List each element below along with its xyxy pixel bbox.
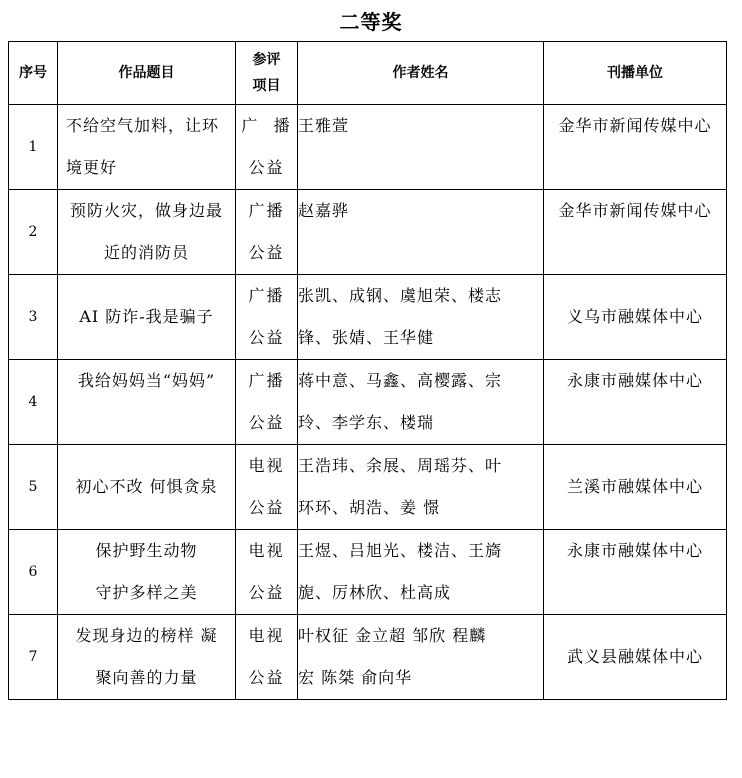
row-no: 3 (9, 275, 58, 360)
unit: 永康市融媒体中心 (544, 360, 727, 445)
work-title-line: 预防火灾，做身边最 (69, 201, 223, 220)
unit: 金华市新闻传媒中心 (544, 190, 727, 275)
table-row (9, 530, 727, 615)
work-title (58, 445, 236, 530)
authors-line: 叶权征 金立超 邹欣 程麟 (298, 626, 487, 645)
header-category (236, 42, 298, 105)
table-row (9, 105, 727, 190)
category-line: 广播 (248, 201, 285, 220)
work-title-line: 保护野生动物 (95, 541, 198, 560)
authors-line: 赵嘉骅 (298, 201, 350, 220)
work-title-line: 不给空气加料，让环 (66, 116, 220, 135)
header-work-title: 作品题目 (58, 42, 236, 105)
table-row (9, 360, 727, 445)
authors (298, 530, 544, 615)
authors (298, 615, 544, 700)
authors-line: 环环、胡浩、姜 憬 (298, 498, 441, 517)
table-header-row (9, 42, 727, 105)
category-line: 电视 (248, 456, 285, 475)
row-no: 1 (9, 105, 58, 190)
table-row (9, 615, 727, 700)
header-category-line: 参评 (252, 52, 281, 68)
authors-line: 张凯、成钢、虞旭荣、楼志 (298, 286, 503, 305)
category (236, 105, 298, 190)
category-line: 广播 (248, 371, 285, 390)
work-title (58, 105, 236, 190)
category-line: 广 播 (241, 116, 292, 135)
row-no: 2 (9, 190, 58, 275)
unit: 永康市融媒体中心 (544, 530, 727, 615)
category-line: 公益 (248, 668, 285, 687)
work-title-line: 初心不改 何惧贪泉 (75, 477, 218, 496)
work-title-line: AI 防诈-我是骗子 (79, 307, 214, 326)
header-authors: 作者姓名 (298, 42, 544, 105)
work-title (58, 275, 236, 360)
category (236, 360, 298, 445)
category-line: 公益 (248, 413, 285, 432)
category (236, 275, 298, 360)
category-line: 广播 (248, 286, 285, 305)
authors-line: 锋、张婧、王华健 (298, 328, 435, 347)
header-category-line: 项目 (252, 78, 281, 94)
work-title-line: 近的消防员 (103, 243, 189, 262)
award-table (8, 41, 727, 700)
category-line: 公益 (248, 158, 285, 177)
category (236, 190, 298, 275)
work-title-line: 发现身边的榜样 凝 (75, 626, 218, 645)
unit: 义乌市融媒体中心 (544, 275, 727, 360)
unit: 金华市新闻传媒中心 (544, 105, 727, 190)
unit: 兰溪市融媒体中心 (544, 445, 727, 530)
header-unit: 刊播单位 (544, 42, 727, 105)
header-no: 序号 (9, 42, 58, 105)
category-line: 电视 (248, 541, 285, 560)
work-title-line: 聚向善的力量 (95, 668, 198, 687)
authors-line: 蒋中意、马鑫、高樱露、宗 (298, 371, 503, 390)
work-title-line: 守护多样之美 (95, 583, 198, 602)
category-line: 公益 (248, 583, 285, 602)
authors-line: 王雅萱 (298, 116, 350, 135)
work-title (58, 530, 236, 615)
category-line: 公益 (248, 328, 285, 347)
category-line: 电视 (248, 626, 285, 645)
table-row (9, 275, 727, 360)
work-title (58, 360, 236, 445)
work-title (58, 615, 236, 700)
row-no: 7 (9, 615, 58, 700)
category (236, 530, 298, 615)
table-row (9, 190, 727, 275)
work-title-line: 我给妈妈当“妈妈” (77, 371, 216, 390)
authors-line: 宏 陈桀 俞向华 (298, 668, 413, 687)
category-line: 公益 (248, 498, 285, 517)
work-title-line: 境更好 (66, 158, 118, 177)
authors-line: 王煜、吕旭光、楼洁、王旖 (298, 541, 503, 560)
row-no: 5 (9, 445, 58, 530)
row-no: 4 (9, 360, 58, 445)
row-no: 6 (9, 530, 58, 615)
category (236, 615, 298, 700)
authors (298, 275, 544, 360)
authors (298, 105, 544, 190)
category (236, 445, 298, 530)
work-title (58, 190, 236, 275)
table-row (9, 445, 727, 530)
authors-line: 旎、厉林欣、杜高成 (298, 583, 452, 602)
page-title: 二等奖 (339, 10, 403, 34)
authors (298, 190, 544, 275)
authors (298, 445, 544, 530)
category-line: 公益 (248, 243, 285, 262)
authors-line: 王浩玮、余展、周瑶芬、叶 (298, 456, 503, 475)
unit: 武义县融媒体中心 (544, 615, 727, 700)
authors-line: 玲、李学东、楼瑞 (298, 413, 435, 432)
authors (298, 360, 544, 445)
